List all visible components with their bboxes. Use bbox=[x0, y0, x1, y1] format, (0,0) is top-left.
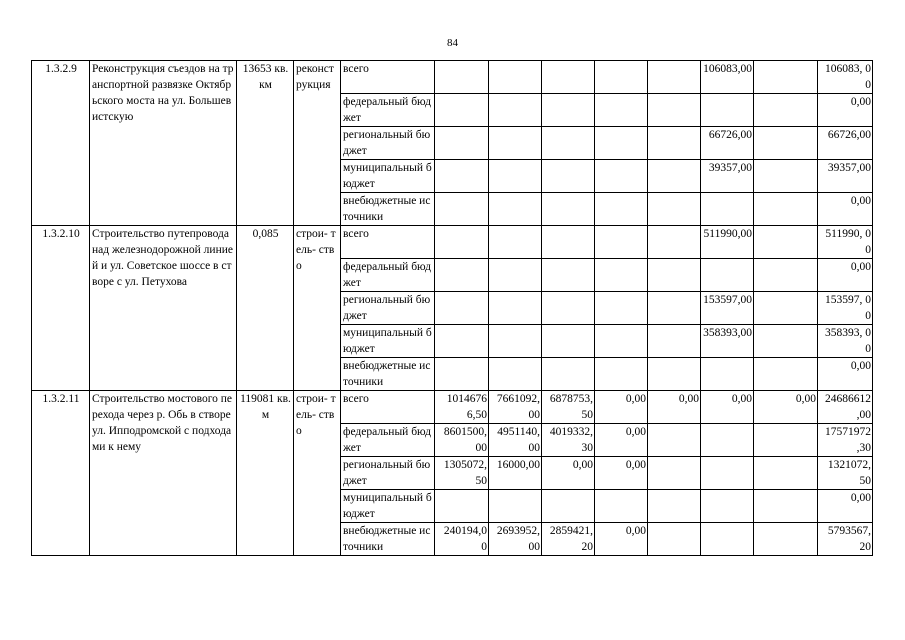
year-amount: 240194,0 0 bbox=[435, 523, 489, 556]
funding-source: федеральный бюджет bbox=[341, 259, 435, 292]
year-amount bbox=[595, 193, 648, 226]
year-amount bbox=[489, 292, 542, 325]
funding-source: внебюджетные источники bbox=[341, 523, 435, 556]
year-amount bbox=[754, 160, 818, 193]
item-code: 1.3.2.9 bbox=[32, 61, 90, 226]
year-amount bbox=[648, 94, 701, 127]
year-amount bbox=[435, 259, 489, 292]
item-capacity: 13653 кв. км bbox=[237, 61, 294, 226]
year-amount bbox=[701, 259, 754, 292]
year-amount bbox=[754, 127, 818, 160]
funding-source: внебюджетные источники bbox=[341, 358, 435, 391]
year-amount bbox=[595, 226, 648, 259]
item-work-type: реконст рукция bbox=[294, 61, 341, 226]
total-amount: 358393, 00 bbox=[818, 325, 873, 358]
year-amount: 4019332, 30 bbox=[542, 424, 595, 457]
total-amount: 1321072, 50 bbox=[818, 457, 873, 490]
year-amount bbox=[435, 127, 489, 160]
year-amount bbox=[648, 160, 701, 193]
funding-source: всего bbox=[341, 391, 435, 424]
year-amount bbox=[595, 490, 648, 523]
item-capacity: 0,085 bbox=[237, 226, 294, 391]
year-amount: 1305072, 50 bbox=[435, 457, 489, 490]
year-amount: 39357,00 bbox=[701, 160, 754, 193]
year-amount: 0,00 bbox=[595, 523, 648, 556]
year-amount bbox=[435, 226, 489, 259]
year-amount bbox=[595, 358, 648, 391]
funding-source: региональный бюджет bbox=[341, 292, 435, 325]
year-amount: 2693952, 00 bbox=[489, 523, 542, 556]
year-amount bbox=[754, 292, 818, 325]
year-amount bbox=[435, 292, 489, 325]
year-amount bbox=[701, 94, 754, 127]
year-amount: 4951140, 00 bbox=[489, 424, 542, 457]
year-amount: 0,00 bbox=[542, 457, 595, 490]
year-amount bbox=[648, 61, 701, 94]
year-amount: 8601500, 00 bbox=[435, 424, 489, 457]
year-amount: 106083,00 bbox=[701, 61, 754, 94]
funding-source: региональный бюджет bbox=[341, 127, 435, 160]
year-amount bbox=[648, 127, 701, 160]
total-amount: 66726,00 bbox=[818, 127, 873, 160]
year-amount bbox=[648, 457, 701, 490]
year-amount bbox=[435, 358, 489, 391]
year-amount: 153597,00 bbox=[701, 292, 754, 325]
year-amount bbox=[754, 358, 818, 391]
year-amount bbox=[542, 193, 595, 226]
year-amount: 0,00 bbox=[595, 391, 648, 424]
year-amount bbox=[595, 292, 648, 325]
year-amount bbox=[542, 61, 595, 94]
year-amount bbox=[489, 490, 542, 523]
year-amount: 1014676 6,50 bbox=[435, 391, 489, 424]
total-amount: 511990, 00 bbox=[818, 226, 873, 259]
year-amount bbox=[489, 160, 542, 193]
year-amount bbox=[542, 94, 595, 127]
funding-source: муниципальный бюджет bbox=[341, 325, 435, 358]
year-amount: 2859421, 20 bbox=[542, 523, 595, 556]
year-amount bbox=[648, 325, 701, 358]
year-amount bbox=[701, 490, 754, 523]
funding-source: муниципальный бюджет bbox=[341, 490, 435, 523]
year-amount bbox=[648, 358, 701, 391]
year-amount bbox=[489, 94, 542, 127]
year-amount bbox=[595, 325, 648, 358]
year-amount bbox=[489, 61, 542, 94]
year-amount bbox=[701, 457, 754, 490]
year-amount bbox=[435, 94, 489, 127]
year-amount bbox=[701, 523, 754, 556]
year-amount bbox=[489, 193, 542, 226]
item-name: Реконструкция съездов на транспортной развязке Октябрьского моста на ул. Большевистскую bbox=[90, 61, 237, 226]
year-amount bbox=[648, 490, 701, 523]
table-row bbox=[32, 61, 873, 94]
year-amount bbox=[435, 61, 489, 94]
year-amount bbox=[648, 523, 701, 556]
year-amount bbox=[542, 292, 595, 325]
year-amount bbox=[595, 160, 648, 193]
item-work-type: строи- тель- ство bbox=[294, 391, 341, 556]
year-amount bbox=[595, 94, 648, 127]
funding-source: всего bbox=[341, 61, 435, 94]
year-amount bbox=[754, 226, 818, 259]
year-amount bbox=[489, 325, 542, 358]
year-amount bbox=[542, 358, 595, 391]
year-amount bbox=[648, 424, 701, 457]
year-amount bbox=[542, 325, 595, 358]
item-name: Строительство путепровода над железнодорожной линией и ул. Советское шоссе в створе с ул. Петухова bbox=[90, 226, 237, 391]
item-work-type: строи- тель- ство bbox=[294, 226, 341, 391]
total-amount: 0,00 bbox=[818, 490, 873, 523]
year-amount bbox=[754, 94, 818, 127]
year-amount bbox=[542, 259, 595, 292]
year-amount bbox=[754, 457, 818, 490]
year-amount bbox=[754, 490, 818, 523]
funding-source: всего bbox=[341, 226, 435, 259]
year-amount bbox=[489, 127, 542, 160]
total-amount: 24686612 ,00 bbox=[818, 391, 873, 424]
funding-source: федеральный бюджет bbox=[341, 94, 435, 127]
year-amount: 16000,00 bbox=[489, 457, 542, 490]
year-amount bbox=[701, 424, 754, 457]
total-amount: 0,00 bbox=[818, 193, 873, 226]
total-amount: 39357,00 bbox=[818, 160, 873, 193]
year-amount bbox=[542, 490, 595, 523]
year-amount: 0,00 bbox=[754, 391, 818, 424]
item-name: Строительство мостового перехода через р. Обь в створе ул. Ипподромской с подходами к нему bbox=[90, 391, 237, 556]
year-amount: 0,00 bbox=[595, 424, 648, 457]
funding-source: внебюджетные источники bbox=[341, 193, 435, 226]
year-amount: 6878753, 50 bbox=[542, 391, 595, 424]
budget-table bbox=[31, 60, 873, 556]
year-amount bbox=[648, 292, 701, 325]
year-amount bbox=[595, 61, 648, 94]
year-amount bbox=[754, 523, 818, 556]
funding-source: региональный бюджет bbox=[341, 457, 435, 490]
year-amount bbox=[754, 193, 818, 226]
year-amount bbox=[542, 160, 595, 193]
year-amount: 511990,00 bbox=[701, 226, 754, 259]
year-amount bbox=[542, 127, 595, 160]
year-amount bbox=[754, 61, 818, 94]
year-amount bbox=[489, 226, 542, 259]
year-amount bbox=[648, 259, 701, 292]
year-amount bbox=[754, 325, 818, 358]
year-amount bbox=[701, 358, 754, 391]
year-amount bbox=[754, 259, 818, 292]
funding-source: федеральный бюджет bbox=[341, 424, 435, 457]
item-capacity: 119081 кв. м bbox=[237, 391, 294, 556]
year-amount: 0,00 bbox=[648, 391, 701, 424]
year-amount bbox=[754, 424, 818, 457]
total-amount: 0,00 bbox=[818, 358, 873, 391]
year-amount: 0,00 bbox=[595, 457, 648, 490]
total-amount: 5793567, 20 bbox=[818, 523, 873, 556]
year-amount bbox=[435, 490, 489, 523]
year-amount bbox=[435, 160, 489, 193]
year-amount: 0,00 bbox=[701, 391, 754, 424]
total-amount: 17571972 ,30 bbox=[818, 424, 873, 457]
year-amount bbox=[648, 226, 701, 259]
item-code: 1.3.2.11 bbox=[32, 391, 90, 556]
table-row bbox=[32, 226, 873, 259]
page-number: 84 bbox=[447, 37, 458, 49]
total-amount: 106083, 00 bbox=[818, 61, 873, 94]
year-amount bbox=[489, 259, 542, 292]
year-amount: 66726,00 bbox=[701, 127, 754, 160]
year-amount bbox=[489, 358, 542, 391]
year-amount bbox=[435, 325, 489, 358]
year-amount bbox=[648, 193, 701, 226]
year-amount bbox=[435, 193, 489, 226]
year-amount bbox=[595, 127, 648, 160]
table-row bbox=[32, 391, 873, 424]
year-amount bbox=[701, 193, 754, 226]
total-amount: 153597, 00 bbox=[818, 292, 873, 325]
year-amount bbox=[542, 226, 595, 259]
year-amount: 358393,00 bbox=[701, 325, 754, 358]
total-amount: 0,00 bbox=[818, 259, 873, 292]
total-amount: 0,00 bbox=[818, 94, 873, 127]
year-amount bbox=[595, 259, 648, 292]
item-code: 1.3.2.10 bbox=[32, 226, 90, 391]
funding-source: муниципальный бюджет bbox=[341, 160, 435, 193]
table-body bbox=[32, 61, 873, 556]
year-amount: 7661092, 00 bbox=[489, 391, 542, 424]
